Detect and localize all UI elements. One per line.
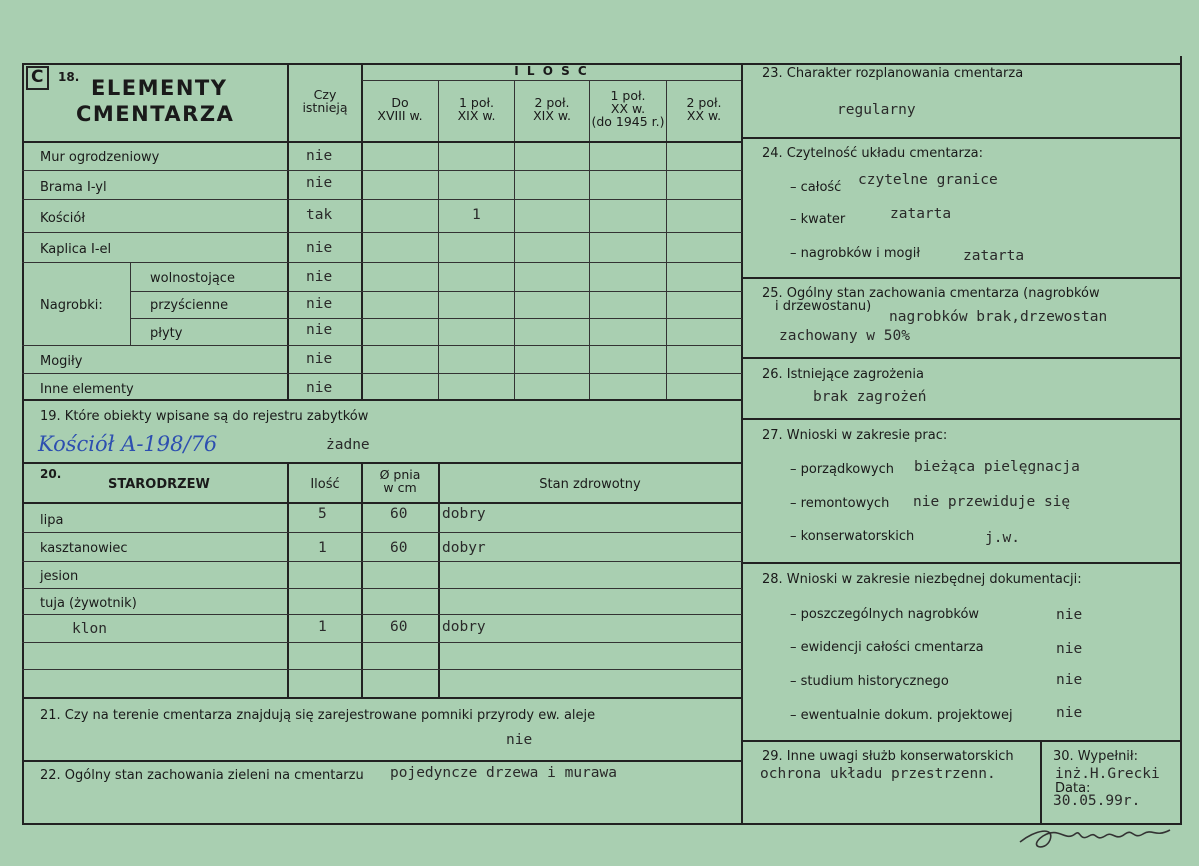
row-brama-value: nie	[306, 175, 333, 191]
tree-qty: 1	[318, 619, 327, 635]
period-4-l2: XX w.	[610, 101, 646, 116]
row-plyty-value: nie	[306, 322, 333, 338]
period-col-3	[515, 96, 589, 122]
s30-date-label: Data:	[1055, 781, 1091, 796]
s23-label: 23. Charakter rozplanowania cmentarza	[762, 66, 1024, 81]
section-letter: C	[31, 67, 44, 87]
col-czy-line2: istnieją	[302, 100, 348, 115]
s30-name: inż.H.Grecki	[1055, 766, 1160, 782]
s28-item-value: nie	[1056, 607, 1083, 623]
section-title-line2: CMENTARZA	[76, 102, 235, 126]
period-2-l1: 1 poł.	[458, 95, 495, 110]
s27-kons-label: – konserwatorskich	[790, 529, 915, 544]
s25-label-2: i drzewostanu)	[775, 299, 872, 314]
row-inne-value: nie	[306, 380, 333, 396]
period-3-l1: 2 poł.	[534, 95, 570, 110]
s30-date: 30.05.99r.	[1053, 793, 1141, 809]
period-4-l3: (do 1945 r.)	[591, 114, 665, 129]
s26-label: 26. Istniejące zagrożenia	[762, 367, 924, 382]
s27-label: 27. Wnioski w zakresie prac:	[762, 428, 948, 443]
period-col-2	[439, 96, 514, 122]
tree-state: dobry	[442, 619, 486, 635]
s22-value: pojedyncze drzewa i murawa	[390, 765, 617, 781]
row-wolno-label: wolnostojące	[150, 271, 235, 286]
s24-calosc-value: czytelne granice	[858, 172, 998, 188]
period-3-l2: XIX w.	[533, 108, 571, 123]
s21-value: nie	[506, 732, 533, 748]
row-przysc-value: nie	[306, 296, 333, 312]
row-przysc-label: przyścienne	[150, 298, 229, 313]
s28-item-label: – ewentualnie dokum. projektowej	[790, 708, 1013, 723]
signature-icon	[1015, 812, 1185, 857]
period-2-l2: XIX w.	[457, 108, 496, 123]
period-4-l1: 1 poł.	[610, 88, 646, 103]
tree-name: jesion	[40, 569, 79, 584]
col-czy-istnieja	[289, 88, 361, 114]
row-nagrobki-label: Nagrobki:	[40, 298, 103, 313]
row-plyty-label: płyty	[150, 326, 183, 341]
period-col-4	[590, 89, 666, 128]
s20-col-stan: Stan zdrowotny	[539, 477, 641, 492]
s26-value: brak zagrożeń	[813, 389, 927, 405]
period-col-5	[667, 96, 741, 122]
col-czy-line1: Czy	[313, 87, 337, 102]
s27-kons-value: j.w.	[985, 530, 1020, 546]
s21-label: 21. Czy na terenie cmentarza znajdują się zarejestrowane pomniki przyrody ew. aleje	[40, 708, 596, 723]
period-1-l1: Do	[391, 95, 409, 110]
s24-label: 24. Czytelność układu cmentarza:	[762, 146, 984, 161]
period-5-l2: XX w.	[686, 108, 722, 123]
row-mur-label: Mur ogrodzeniowy	[40, 150, 160, 165]
s23-value: regularny	[837, 102, 916, 118]
s30-label: 30. Wypełnił:	[1053, 749, 1138, 764]
tree-qty: 1	[318, 540, 327, 556]
tree-name: kasztanowiec	[40, 541, 128, 556]
s28-label: 28. Wnioski w zakresie niezbędnej dokumentacji:	[762, 572, 1082, 587]
s19-label: 19. Które obiekty wpisane są do rejestru zabytków	[40, 409, 369, 424]
s20-number: 20.	[40, 467, 62, 481]
s20-col-fi	[362, 468, 438, 494]
tree-diam: 60	[390, 540, 408, 556]
period-col-1	[362, 96, 438, 122]
row-mogily-label: Mogiły	[40, 354, 83, 369]
s24-nagrobkow-value: zatarta	[963, 248, 1025, 264]
s20-col-fi-line1: Ø pnia	[379, 467, 421, 482]
s28-item-value: nie	[1056, 705, 1083, 721]
tree-name: tuja (żywotnik)	[40, 596, 137, 611]
s22-label: 22. Ogólny stan zachowania zieleni na cmentarzu	[40, 768, 364, 783]
s24-kwater-label: – kwater	[790, 212, 846, 227]
ilosc-header: I L O Ś Ć	[514, 64, 589, 78]
s25-value-2: zachowany w 50%	[779, 328, 910, 344]
s19-handwritten: Kościół A-198/76	[38, 432, 218, 456]
s28-item-label: – poszczególnych nagrobków	[790, 607, 980, 622]
row-kosciol-value: tak	[306, 207, 333, 223]
s25-label-1: 25. Ogólny stan zachowania cmentarza (nagrobków	[762, 286, 1100, 301]
s29-value: ochrona układu przestrzenn.	[760, 766, 996, 782]
s24-nagrobkow-label: – nagrobków i mogił	[790, 246, 921, 261]
s27-rem-label: – remontowych	[790, 496, 890, 511]
s29-label: 29. Inne uwagi służb konserwatorskich	[762, 749, 1014, 764]
s20-col-ilosc: Ilość	[310, 477, 340, 492]
tree-name: lipa	[40, 513, 64, 528]
tree-diam: 60	[390, 619, 408, 635]
period-5-l1: 2 poł.	[686, 95, 722, 110]
tree-name: klon	[72, 621, 107, 637]
s25-value-1: nagrobków brak,drzewostan	[889, 309, 1108, 325]
section-number: 18.	[58, 70, 80, 84]
s28-item-value: nie	[1056, 672, 1083, 688]
row-kaplica-value: nie	[306, 240, 333, 256]
tree-qty: 5	[318, 506, 327, 522]
s27-porz-value: bieżąca pielęgnacja	[914, 459, 1080, 475]
s24-calosc-label: – całość	[790, 180, 842, 195]
period-1-l2: XVIII w.	[377, 108, 423, 123]
section-title-line1: ELEMENTY	[91, 76, 228, 100]
s20-col-fi-line2: w cm	[383, 480, 417, 495]
row-kaplica-label: Kaplica I-el	[40, 242, 112, 257]
row-brama-label: Brama I-yl	[40, 180, 107, 195]
row-mogily-value: nie	[306, 351, 333, 367]
s24-kwater-value: zatarta	[890, 206, 952, 222]
row-kosciol-qty: 1	[472, 207, 481, 223]
s28-item-label: – ewidencji całości cmentarza	[790, 640, 984, 655]
tree-state: dobyr	[442, 540, 486, 556]
s27-porz-label: – porządkowych	[790, 462, 894, 477]
s27-rem-value: nie przewiduje się	[913, 494, 1071, 510]
tree-diam: 60	[390, 506, 408, 522]
s19-typed: żadne	[326, 437, 370, 453]
s20-title: STARODRZEW	[108, 477, 210, 492]
section-letter-box	[26, 66, 49, 90]
s28-item-value: nie	[1056, 641, 1083, 657]
row-wolno-value: nie	[306, 269, 333, 285]
row-inne-label: Inne elementy	[40, 382, 134, 397]
tree-state: dobry	[442, 506, 486, 522]
row-kosciol-label: Kościół	[40, 211, 86, 226]
s28-item-label: – studium historycznego	[790, 674, 949, 689]
row-mur-value: nie	[306, 148, 333, 164]
